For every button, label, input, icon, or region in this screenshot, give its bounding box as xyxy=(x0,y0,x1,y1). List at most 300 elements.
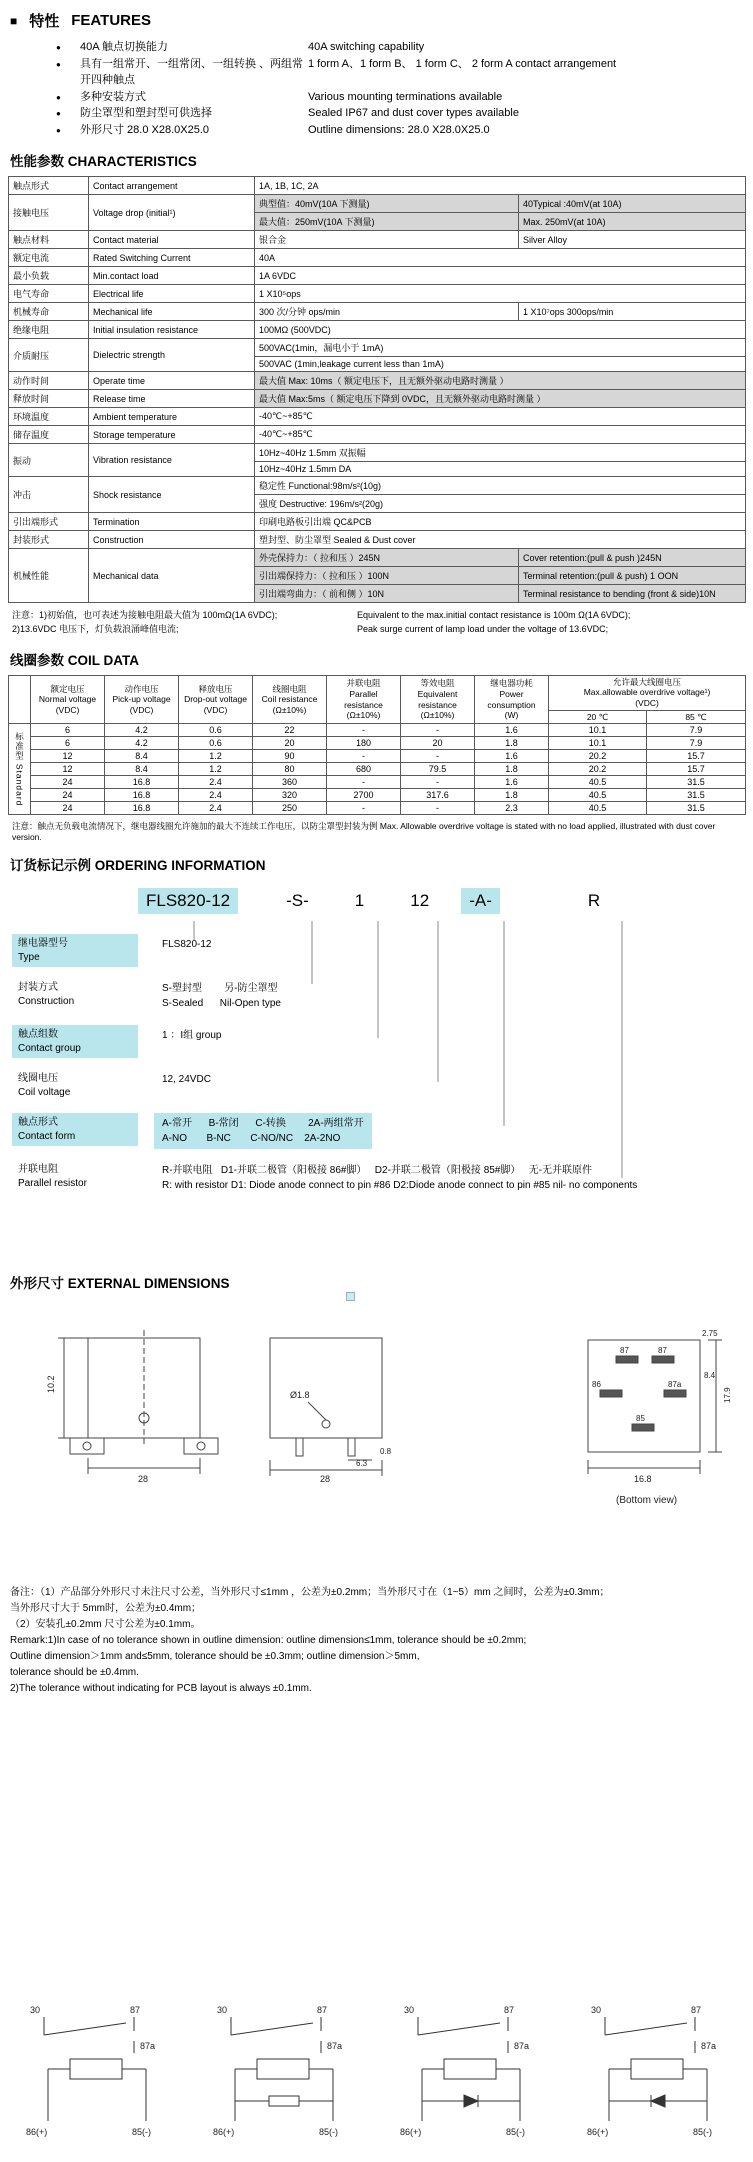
coil-value-cell: 31.5 xyxy=(647,776,746,789)
char-value-cell: 稳定性 Functional:98m/s²(10g) xyxy=(255,477,746,495)
feature-text-cn: 外形尺寸 28.0 X28.0X25.0 xyxy=(80,123,210,136)
char-row-label-en: Vibration resistance xyxy=(89,444,255,477)
coil-col-header: 等效电阻 Equivalent resistance (Ω±10%) xyxy=(401,675,475,724)
ordering-row-value xyxy=(154,978,289,1014)
ordering-row-label: 触点组数 Contact group xyxy=(12,1025,138,1058)
char-value-cell: Max. 250mV(at 10A) xyxy=(519,213,746,231)
feature-item xyxy=(8,122,745,139)
coil-heading: 线圈参数 COIL DATA xyxy=(10,652,139,668)
features-list xyxy=(8,39,745,138)
char-row-label-en: Mechanical life xyxy=(89,303,255,321)
char-note-line xyxy=(12,608,745,622)
char-value-cell: Terminal retention:(pull & push) 1 OON xyxy=(519,567,746,585)
coil-value-cell: - xyxy=(327,750,401,763)
char-row-label-cn: 振动 xyxy=(9,444,89,477)
coil-value-cell: - xyxy=(401,750,475,763)
char-row-label-cn: 机械性能 xyxy=(9,549,89,603)
char-value-cell: Terminal resistance to bending (front & side)10N xyxy=(519,585,746,603)
bullet-icon: ● xyxy=(56,59,61,69)
char-table-row xyxy=(9,372,746,390)
coil-data-table xyxy=(8,675,746,816)
svg-text:86(+): 86(+) xyxy=(213,2127,235,2138)
char-value-cell: 引出端保持力：（ 拉和压 ）100N xyxy=(255,567,519,585)
coil-value-cell: 2.3 xyxy=(475,802,549,815)
char-row-label-en: Operate time xyxy=(89,372,255,390)
ordering-code-segment: 12 xyxy=(410,891,430,911)
coil-value-cell: 12 xyxy=(31,763,105,776)
ordering-code-segment: FLS820-12 xyxy=(138,888,238,914)
coil-subheader-cell: 20 ℃ xyxy=(549,710,647,724)
coil-value-cell: 1.8 xyxy=(475,763,549,776)
square-bullet-icon: ■ xyxy=(10,13,18,28)
coil-value-cell: 16.8 xyxy=(105,802,179,815)
feature-text-en: Outline dimensions: 28.0 X28.0X25.0 xyxy=(308,123,490,136)
ordering-row-label: 继电器型号 Type xyxy=(12,934,138,967)
wiring-diagrams xyxy=(8,1997,745,2152)
coil-value-cell: 2700 xyxy=(327,789,401,802)
remark-line: 当外形尺寸大于 5mm时，公差为±0.4mm； xyxy=(10,1603,202,1615)
features-section xyxy=(8,10,745,138)
char-table-row xyxy=(9,513,746,531)
bullet-icon: ● xyxy=(56,92,61,102)
coil-value-cell: 24 xyxy=(31,802,105,815)
coil-value-cell: 15.7 xyxy=(647,763,746,776)
coil-value-cell: 24 xyxy=(31,789,105,802)
dimensions-heading: 外形尺寸 EXTERNAL DIMENSIONS xyxy=(10,1276,230,1292)
svg-text:85(-): 85(-) xyxy=(319,2127,339,2138)
bullet-icon: ● xyxy=(56,43,61,52)
char-row-label-cn: 机械寿命 xyxy=(9,303,89,321)
char-value-cell: 1A 6VDC xyxy=(255,267,746,285)
char-table-row xyxy=(9,177,746,195)
coil-value-cell: 4.2 xyxy=(105,737,179,750)
coil-data-row xyxy=(9,802,746,815)
char-value-cell: 银合金 xyxy=(255,231,519,249)
characteristics-notes xyxy=(12,608,745,637)
pin-87a-label: 87a xyxy=(668,1380,682,1390)
bullet-icon: ● xyxy=(56,109,61,118)
char-row-label-en: Contact arrangement xyxy=(89,177,255,195)
char-value-cell: 100MΩ (500VDC) xyxy=(255,321,746,339)
wiring-diagram-panel xyxy=(8,1997,184,2152)
coil-value-cell: 12 xyxy=(31,750,105,763)
ordering-row-value xyxy=(154,1160,645,1196)
coil-data-row xyxy=(9,776,746,789)
coil-value-cell: - xyxy=(327,802,401,815)
coil-value-cell: 31.5 xyxy=(647,789,746,802)
coil-value-cell: - xyxy=(401,724,475,737)
char-value-cell: 外壳保持力：（ 拉和压 ）245N xyxy=(255,549,519,567)
ordering-value-line: A-常开 B-常闭 C-转换 2A-两组常开 xyxy=(162,1118,364,1130)
coil-value-cell: 6 xyxy=(31,737,105,750)
coil-value-cell: 90 xyxy=(253,750,327,763)
coil-value-cell: 20 xyxy=(401,737,475,750)
coil-col-header: 继电器功耗 Power consumption (W) xyxy=(475,675,549,724)
coil-value-cell: 8.4 xyxy=(105,750,179,763)
coil-value-cell: 40.5 xyxy=(549,802,647,815)
char-table-row xyxy=(9,444,746,462)
char-note-en: Peak surge current of lamp load under the voltage of 13.6VDC; xyxy=(357,624,609,635)
coil-data-row xyxy=(9,789,746,802)
remarks-section xyxy=(8,1585,745,1697)
char-table-row xyxy=(9,231,746,249)
ordering-row-label: 并联电阻 Parallel resistor xyxy=(18,1164,87,1189)
coil-value-cell: 10.1 xyxy=(549,724,647,737)
coil-value-cell: 8.4 xyxy=(105,763,179,776)
ordering-row-label: 封装方式 Construction xyxy=(18,982,75,1007)
coil-data-row xyxy=(9,724,746,737)
char-table-row xyxy=(9,321,746,339)
char-table-row xyxy=(9,426,746,444)
char-note-en: Equivalent to the max.initial contact resistance is 100m Ω(1A 6VDC); xyxy=(357,610,631,620)
char-row-label-cn: 电气寿命 xyxy=(9,285,89,303)
svg-text:87a: 87a xyxy=(701,2041,717,2052)
coil-value-cell: 7.9 xyxy=(647,724,746,737)
bottom-height-dim: 17.9 xyxy=(723,1387,732,1404)
char-value-cell: Cover retention:(pull & push )245N xyxy=(519,549,746,567)
coil-value-cell: 22 xyxy=(253,724,327,737)
front-height-dim: 10.2 xyxy=(46,1375,56,1394)
char-row-label-cn: 引出端形式 xyxy=(9,513,89,531)
char-row-label-en: Release time xyxy=(89,390,255,408)
feature-text-en: 1 form A、1 form B、 1 form C、 2 form A contact arrangement xyxy=(308,57,617,70)
features-heading-cn: 特性 xyxy=(29,13,60,30)
ordering-row xyxy=(12,978,745,1014)
offset-top-dim: 2.75 xyxy=(702,1329,718,1339)
ordering-value-line: FLS820-12 xyxy=(162,939,212,951)
char-value-cell: 1 X10⁵ops xyxy=(255,285,746,303)
coil-value-cell: - xyxy=(327,724,401,737)
char-value-cell: 500VAC(1min，漏电小于 1mA) xyxy=(255,339,746,357)
ordering-heading: 订货标记示例 ORDERING INFORMATION xyxy=(10,858,266,874)
coil-col-header: 允许最大线圈电压 Max.allowable overdrive voltage¹) (VDC) xyxy=(549,675,746,710)
char-row-label-en: Ambient temperature xyxy=(89,408,255,426)
coil-value-cell: 1.8 xyxy=(475,737,549,750)
coil-value-cell: 4.2 xyxy=(105,724,179,737)
ordering-row xyxy=(12,1113,745,1149)
char-row-label-cn: 释放时间 xyxy=(9,390,89,408)
coil-value-cell: 20 xyxy=(253,737,327,750)
ordering-code xyxy=(138,888,608,914)
coil-value-cell: 1.6 xyxy=(475,724,549,737)
char-row-label-cn: 介质耐压 xyxy=(9,339,89,372)
coil-value-cell: 80 xyxy=(253,763,327,776)
char-row-label-en: Rated Switching Current xyxy=(89,249,255,267)
char-row-label-cn: 动作时间 xyxy=(9,372,89,390)
char-row-label-cn: 环境温度 xyxy=(9,408,89,426)
ordering-value-line: 1 ：I组 group xyxy=(162,1030,222,1042)
wiring-diagram-panel xyxy=(569,1997,745,2152)
svg-text:87: 87 xyxy=(504,2005,515,2016)
coil-value-cell: 40.5 xyxy=(549,789,647,802)
char-row-label-en: Min.contact load xyxy=(89,267,255,285)
char-row-label-en: Termination xyxy=(89,513,255,531)
coil-value-cell: 24 xyxy=(31,776,105,789)
bottom-view-drawing xyxy=(588,1340,722,1474)
char-value-cell: Silver Alloy xyxy=(519,231,746,249)
feature-item xyxy=(8,105,745,122)
svg-text:87a: 87a xyxy=(514,2041,530,2052)
char-row-label-cn: 最小负载 xyxy=(9,267,89,285)
char-table-row xyxy=(9,267,746,285)
char-row-label-en: Electrical life xyxy=(89,285,255,303)
feature-item xyxy=(8,89,745,106)
char-value-cell: 10Hz~40Hz 1.5mm 双振幅 xyxy=(255,444,746,462)
char-table-row xyxy=(9,339,746,357)
coil-subheader-cell: 85 ℃ xyxy=(647,710,746,724)
coil-value-cell: 6 xyxy=(31,724,105,737)
feature-text-cn: 40A 触点切换能力 xyxy=(80,41,169,53)
char-table-row xyxy=(9,549,746,567)
char-value-cell: 典型值：40mV(10A 下测量) xyxy=(255,195,519,213)
ordering-code-segment: R xyxy=(587,891,601,911)
char-row-label-en: Voltage drop (initial¹) xyxy=(89,195,255,231)
coil-value-cell: 360 xyxy=(253,776,327,789)
char-value-cell: 最大值 Max:5ms（ 额定电压下降到 0VDC，且无额外驱动电路时测量 ） xyxy=(255,390,746,408)
coil-value-cell: 79.5 xyxy=(401,763,475,776)
char-table-row xyxy=(9,303,746,321)
ordering-code-segment: -A- xyxy=(461,888,500,914)
ordering-row xyxy=(12,1069,745,1102)
pin-87-label: 87 xyxy=(620,1346,629,1356)
front-width-dim: 28 xyxy=(138,1474,149,1485)
ordering-section xyxy=(8,888,745,1260)
ordering-row-value xyxy=(154,1069,219,1090)
feature-item xyxy=(8,56,745,89)
coil-value-cell: 1.6 xyxy=(475,776,549,789)
ordering-row xyxy=(12,1025,745,1058)
coil-value-cell: 2.4 xyxy=(179,776,253,789)
char-value-cell: 最大值：250mV(10A 下测量) xyxy=(255,213,519,231)
char-value-cell: -40℃~+85℃ xyxy=(255,426,746,444)
pin-87-label-2: 87 xyxy=(658,1346,667,1356)
feature-text-cn: 具有一组常开、一组常闭、一组转换 、两组常开四种触点 xyxy=(80,57,304,86)
coil-value-cell: 7.9 xyxy=(647,737,746,750)
svg-text:86(+): 86(+) xyxy=(400,2127,422,2138)
char-value-cell: 印刷电路板引出端 QC&PCB xyxy=(255,513,746,531)
coil-col-header: 额定电压 Normal voltage (VDC) xyxy=(31,675,105,724)
features-heading xyxy=(10,10,745,31)
coil-note xyxy=(12,820,745,842)
front-view-drawing xyxy=(58,1330,218,1474)
remark-line: Remark:1)In case of no tolerance shown in outline dimension: outline dimension≤1mm, tolerance should be ±0.2mm; xyxy=(10,1635,527,1647)
char-note-cn: 注意：1)初始值，也可表述为接触电阻最大值为 100mΩ(1A 6VDC); xyxy=(12,610,278,620)
coil-data-row xyxy=(9,763,746,776)
char-row-label-cn: 绝缘电阻 xyxy=(9,321,89,339)
remark-line: 备注：（1）产品部分外形尺寸未注尺寸公差，当外形尺寸≤1mm ，公差为±0.2mm；当外形尺寸在（1~5）mm 之间时，公差为±0.3mm； xyxy=(10,1587,610,1599)
svg-text:87a: 87a xyxy=(327,2041,343,2052)
side-width-dim: 28 xyxy=(320,1474,331,1485)
remark-line: Outline dimension＞1mm and≤5mm, tolerance should be ±0.3mm; outline dimension＞5mm, xyxy=(10,1651,420,1663)
char-row-label-cn: 储存温度 xyxy=(9,426,89,444)
features-heading-en: FEATURES xyxy=(71,12,151,29)
ordering-row-value xyxy=(154,1025,229,1046)
coil-data-row xyxy=(9,737,746,750)
coil-col-header: 释放电压 Drop-out voltage (VDC) xyxy=(179,675,253,724)
coil-value-cell: 0.6 xyxy=(179,737,253,750)
char-value-cell: 40A xyxy=(255,249,746,267)
coil-value-cell: 16.8 xyxy=(105,789,179,802)
coil-value-cell: 317.6 xyxy=(401,789,475,802)
dimensions-section xyxy=(8,1298,745,1563)
char-table-row xyxy=(9,249,746,267)
pin-85-label: 85 xyxy=(636,1414,645,1424)
ordering-row xyxy=(12,934,745,967)
coil-col-header: 并联电阻 Parallel resistance (Ω±10%) xyxy=(327,675,401,724)
char-value-cell: 1 X10⁷ops 300ops/min xyxy=(519,303,746,321)
feature-text-cn: 多种安装方式 xyxy=(80,90,146,103)
svg-text:87: 87 xyxy=(691,2005,702,2016)
remark-line: （2）安装孔±0.2mm 尺寸公差为±0.1mm。 xyxy=(10,1619,201,1631)
coil-value-cell: 1.2 xyxy=(179,750,253,763)
ordering-row xyxy=(12,1160,745,1196)
coil-note-cn: 注意：触点无负载电流情况下，继电器线圈允许施加的最大不连续工作电压，以防尘罩型封装为例 xyxy=(12,821,378,832)
coil-value-cell: 2.4 xyxy=(179,802,253,815)
char-table-row xyxy=(9,477,746,495)
ordering-row-value xyxy=(154,934,219,955)
side-view-drawing xyxy=(270,1338,382,1476)
decor-square-icon xyxy=(346,1292,355,1301)
svg-text:87a: 87a xyxy=(140,2041,156,2052)
bottom-view-caption: (Bottom view) xyxy=(616,1495,678,1507)
char-row-label-en: Dielectric strength xyxy=(89,339,255,372)
feature-text-en: Various mounting terminations available xyxy=(308,90,503,103)
char-table-row xyxy=(9,408,746,426)
coil-col-header: 动作电压 Pick-up voltage (VDC) xyxy=(105,675,179,724)
coil-blank-header xyxy=(9,675,31,724)
char-value-cell: -40℃~+85℃ xyxy=(255,408,746,426)
feature-text-en: Sealed IP67 and dust cover types available xyxy=(308,107,519,119)
char-value-cell: 塑封型、防尘罩型 Sealed & Dust cover xyxy=(255,531,746,549)
coil-value-cell: - xyxy=(401,802,475,815)
remark-line: 2)The tolerance without indicating for PCB layout is always ±0.1mm. xyxy=(10,1683,312,1695)
coil-value-cell: 180 xyxy=(327,737,401,750)
hole-dia-dim: Ø1.8 xyxy=(290,1390,310,1401)
char-value-cell: 10Hz~40Hz 1.5mm DA xyxy=(255,462,746,477)
coil-value-cell: 10.1 xyxy=(549,737,647,750)
ordering-row-label: 线圈电压 Coil voltage xyxy=(18,1073,71,1098)
char-value-cell: 500VAC (1min,leakage current less than 1mA) xyxy=(255,357,746,372)
ordering-value-line: 12, 24VDC xyxy=(162,1074,211,1086)
coil-value-cell: 1.6 xyxy=(475,750,549,763)
char-note-cn: 2)13.6VDC 电压下，灯负载浪涌峰值电流; xyxy=(12,624,179,635)
char-row-label-en: Construction xyxy=(89,531,255,549)
coil-data-row xyxy=(9,750,746,763)
char-row-label-en: Mechanical data xyxy=(89,549,255,603)
char-row-label-en: Storage temperature xyxy=(89,426,255,444)
coil-value-cell: 0.6 xyxy=(179,724,253,737)
ordering-value-line: R: with resistor D1: Diode anode connect to pin #86 D2:Diode anode connect to pin #85 nil- no components xyxy=(162,1180,638,1192)
ordering-value-line: S-Sealed Nil-Open type xyxy=(162,998,281,1010)
coil-group-label: 标准型 Standard xyxy=(9,724,31,815)
char-table-row xyxy=(9,531,746,549)
coil-value-cell: - xyxy=(401,776,475,789)
pin-86-label: 86 xyxy=(592,1380,601,1390)
char-row-label-cn: 触点形式 xyxy=(9,177,89,195)
coil-value-cell: 1.2 xyxy=(179,763,253,776)
ordering-row-label: 触点形式 Contact form xyxy=(12,1113,138,1146)
char-table-row xyxy=(9,390,746,408)
svg-text:85(-): 85(-) xyxy=(506,2127,526,2138)
coil-header-row xyxy=(9,675,746,710)
coil-col-header: 线圈电阻 Coil resistance (Ω±10%) xyxy=(253,675,327,724)
ordering-value-line: S-塑封型 另-防尘罩型 xyxy=(162,983,278,995)
char-row-label-cn: 接触电压 xyxy=(9,195,89,231)
char-note-line xyxy=(12,622,745,636)
svg-text:87: 87 xyxy=(130,2005,141,2016)
ordering-row-value xyxy=(154,1113,372,1149)
coil-value-cell: 40.5 xyxy=(549,776,647,789)
coil-value-cell: 20.2 xyxy=(549,763,647,776)
char-row-label-cn: 额定电流 xyxy=(9,249,89,267)
svg-text:87: 87 xyxy=(317,2005,328,2016)
ordering-rows xyxy=(12,934,745,1207)
svg-text:30: 30 xyxy=(30,2005,41,2016)
char-value-cell: 1A, 1B, 1C, 2A xyxy=(255,177,746,195)
coil-value-cell: 20.2 xyxy=(549,750,647,763)
char-row-label-cn: 触点材料 xyxy=(9,231,89,249)
coil-value-cell: 2.4 xyxy=(179,789,253,802)
coil-value-cell: 320 xyxy=(253,789,327,802)
char-value-cell: 最大值 Max: 10ms（ 额定电压下，且无额外驱动电路时测量 ） xyxy=(255,372,746,390)
bullet-icon: ● xyxy=(56,125,61,135)
coil-note-en: Max. Allowable overdrive voltage is stated with no load applied, illustrated with dust cover version. xyxy=(12,821,716,843)
remark-line: tolerance should be ±0.4mm. xyxy=(10,1667,139,1679)
coil-value-cell: 15.7 xyxy=(647,750,746,763)
ordering-value-line: R-并联电阻 D1-并联二极管（阳极接 86#脚） D2-并联二极管（阳极接 85#脚） 无-无并联原件 xyxy=(162,1165,593,1177)
svg-text:30: 30 xyxy=(217,2005,228,2016)
char-table-row xyxy=(9,195,746,213)
char-row-label-en: Initial insulation resistance xyxy=(89,321,255,339)
feature-text-en: 40A switching capability xyxy=(308,41,425,53)
char-value-cell: 引出端弯曲力：（ 前和侧 ）10N xyxy=(255,585,519,603)
pin-width-dim: 6.3 xyxy=(356,1459,368,1469)
svg-text:85(-): 85(-) xyxy=(132,2127,152,2138)
characteristics-heading: 性能参数 CHARACTERISTICS xyxy=(10,154,197,169)
coil-value-cell: 250 xyxy=(253,802,327,815)
coil-value-cell: - xyxy=(327,776,401,789)
bottom-width-dim: 16.8 xyxy=(634,1474,652,1485)
svg-text:30: 30 xyxy=(591,2005,602,2016)
coil-value-cell: 16.8 xyxy=(105,776,179,789)
ordering-value-line: A-NO B-NC C-NO/NC 2A-2NO xyxy=(162,1133,341,1145)
char-value-cell: 强度 Destructive: 196m/s²(20g) xyxy=(255,495,746,513)
char-row-label-en: Shock resistance xyxy=(89,477,255,513)
feature-text-cn: 防尘罩型和塑封型可供选择 xyxy=(80,107,212,119)
char-row-label-cn: 封装形式 xyxy=(9,531,89,549)
characteristics-table xyxy=(8,176,746,603)
dimension-drawings xyxy=(8,1298,745,1558)
char-value-cell: 300 次/分钟 ops/min xyxy=(255,303,519,321)
feature-item xyxy=(8,39,745,56)
coil-value-cell: 1.8 xyxy=(475,789,549,802)
char-table-row xyxy=(9,285,746,303)
char-value-cell: 40Typical :40mV(at 10A) xyxy=(519,195,746,213)
svg-text:86(+): 86(+) xyxy=(587,2127,609,2138)
pin-thickness-dim: 0.8 xyxy=(380,1447,392,1457)
wiring-diagram-panel xyxy=(195,1997,371,2152)
svg-text:86(+): 86(+) xyxy=(26,2127,48,2138)
ordering-code-segment: 1 xyxy=(354,891,365,911)
char-row-label-en: Contact material xyxy=(89,231,255,249)
char-row-label-cn: 冲击 xyxy=(9,477,89,513)
coil-value-cell: 31.5 xyxy=(647,802,746,815)
coil-value-cell: 680 xyxy=(327,763,401,776)
wiring-diagram-panel xyxy=(382,1997,558,2152)
svg-text:85(-): 85(-) xyxy=(693,2127,713,2138)
ordering-code-segment: -S- xyxy=(286,891,309,911)
offset-right-dim: 8.4 xyxy=(704,1371,716,1381)
